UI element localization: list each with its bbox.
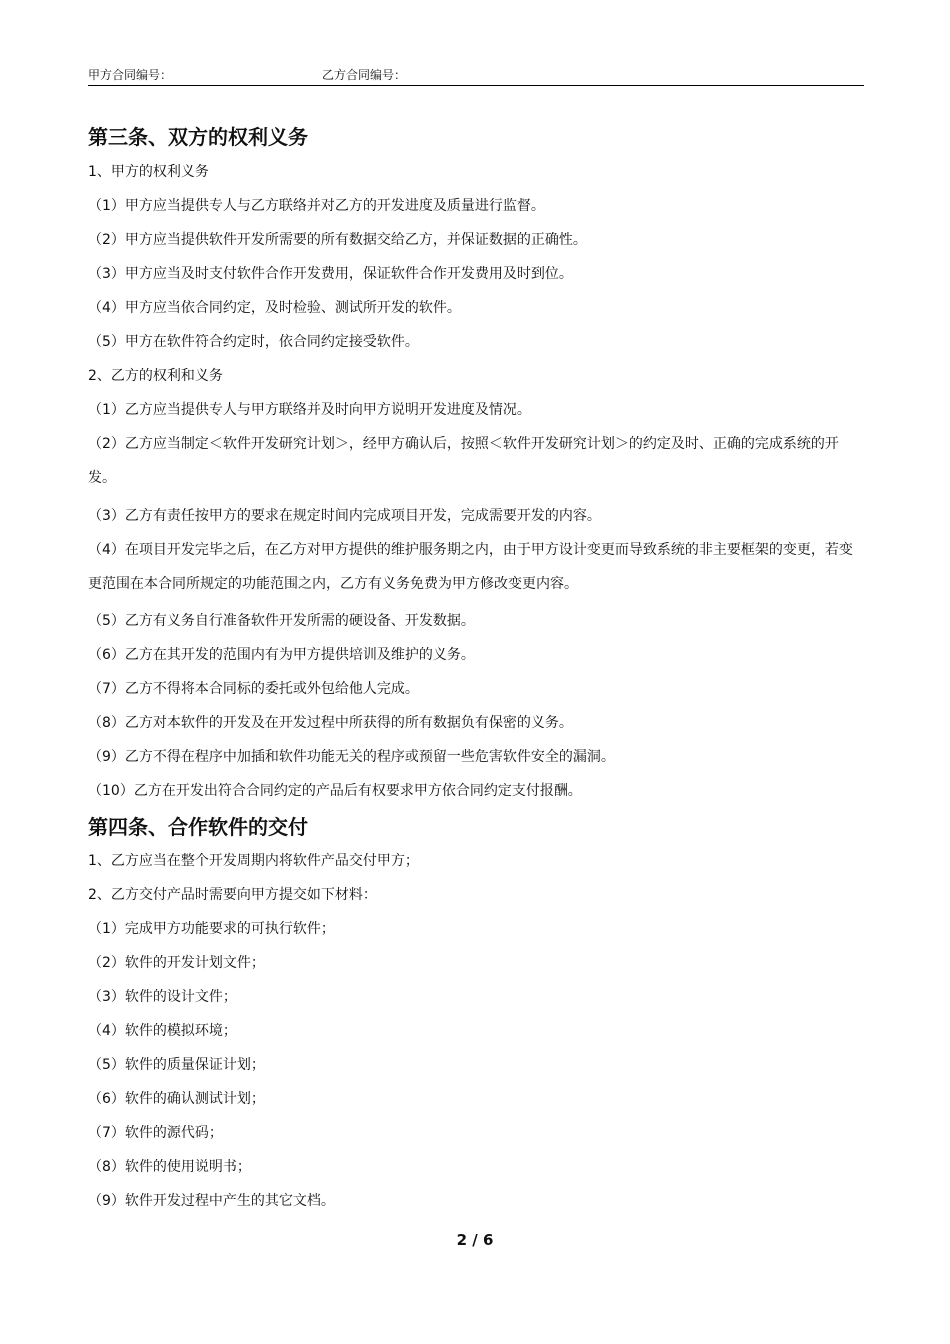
party-b-item-7: （7）乙方不得将本合同标的委托或外包给他人完成。 xyxy=(88,681,419,697)
party-a-item-3: （3）甲方应当及时支付软件合作开发费用，保证软件合作开发费用及时到位。 xyxy=(88,266,573,282)
party-a-item-5: （5）甲方在软件符合约定时，依合同约定接受软件。 xyxy=(88,334,419,350)
page-number: 2 / 6 xyxy=(456,1231,494,1249)
party-b-item-4: （4）在项目开发完毕之后，在乙方对甲方提供的维护服务期之内，由于甲方设计变更而导致系统的非主要框架的变更，若变更范围在本合同所规定的功能范围之内，乙方有义务免费为甲方修改变更内容。 xyxy=(88,542,853,592)
party-b-item-6: （6）乙方在其开发的范围内有为甲方提供培训及维护的义务。 xyxy=(88,647,475,663)
delivery-material-1: （1）完成甲方功能要求的可执行软件； xyxy=(88,921,335,937)
party-b-item-10: （10）乙方在开发出符合合同约定的产品后有权要求甲方依合同约定支付报酬。 xyxy=(88,783,582,799)
delivery-material-8: （8）软件的使用说明书； xyxy=(88,1159,251,1175)
party-b-item-1: （1）乙方应当提供专人与甲方联络并及时向甲方说明开发进度及情况。 xyxy=(88,402,531,418)
delivery-item-1: 1、乙方应当在整个开发周期内将软件产品交付甲方； xyxy=(88,853,419,869)
delivery-material-7: （7）软件的源代码； xyxy=(88,1125,223,1141)
party-b-item-3: （3）乙方有责任按甲方的要求在规定时间内完成项目开发，完成需要开发的内容。 xyxy=(88,508,601,524)
section-4-title: 第四条、合作软件的交付 xyxy=(88,815,308,839)
delivery-material-9: （9）软件开发过程中产生的其它文档。 xyxy=(88,1193,335,1209)
delivery-item-2: 2、乙方交付产品时需要向甲方提交如下材料： xyxy=(88,887,377,903)
page-header xyxy=(88,68,864,86)
party-b-item-2: （2）乙方应当制定＜软件开发研究计划＞，经甲方确认后，按照＜软件开发研究计划＞的约定及时、正确的完成系统的开发。 xyxy=(88,436,839,486)
delivery-material-4: （4）软件的模拟环境； xyxy=(88,1023,237,1039)
section-3-subtitle-party-b: 2、乙方的权利和义务 xyxy=(88,368,223,384)
section-3-title: 第三条、双方的权利义务 xyxy=(88,125,308,149)
party-b-item-8: （8）乙方对本软件的开发及在开发过程中所获得的所有数据负有保密的义务。 xyxy=(88,715,573,731)
party-a-item-2: （2）甲方应当提供软件开发所需要的所有数据交给乙方，并保证数据的正确性。 xyxy=(88,232,587,248)
delivery-material-2: （2）软件的开发计划文件； xyxy=(88,955,265,971)
delivery-material-6: （6）软件的确认测试计划； xyxy=(88,1091,265,1107)
party-b-item-9: （9）乙方不得在程序中加插和软件功能无关的程序或预留一些危害软件安全的漏洞。 xyxy=(88,749,615,765)
party-a-item-4: （4）甲方应当依合同约定，及时检验、测试所开发的软件。 xyxy=(88,300,461,316)
party-b-contract-number-label: 乙方合同编号： xyxy=(322,68,407,82)
party-b-item-5: （5）乙方有义务自行准备软件开发所需的硬设备、开发数据。 xyxy=(88,613,475,629)
delivery-material-5: （5）软件的质量保证计划； xyxy=(88,1057,265,1073)
delivery-material-3: （3）软件的设计文件； xyxy=(88,989,237,1005)
section-3-subtitle-party-a: 1、甲方的权利义务 xyxy=(88,164,209,180)
party-a-contract-number-label: 甲方合同编号： xyxy=(88,68,173,82)
party-a-item-1: （1）甲方应当提供专人与乙方联络并对乙方的开发进度及质量进行监督。 xyxy=(88,198,545,214)
